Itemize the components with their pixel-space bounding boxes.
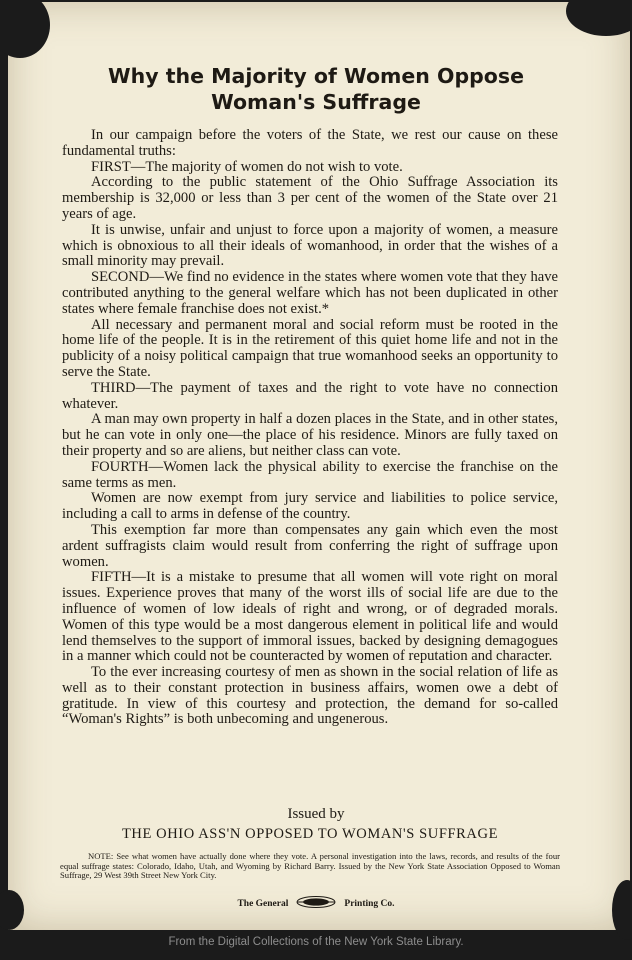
union-label-logo-icon xyxy=(296,896,336,911)
paragraph-intro: In our campaign before the voters of the State, we rest our cause on these fundamental truths: xyxy=(62,127,558,159)
printer-name-left: The General xyxy=(237,898,289,909)
paragraph: To the ever increasing courtesy of men as shown in the social relation of life as well as to their constant protection in business affairs, women owe a debt of gratitude. In view of this courtesy and protection, the demand for so-called “Woman's Rights” is both unbecoming and ungenerous. xyxy=(62,664,558,728)
paragraph: This exemption far more than compensates any gain which even the most ardent suffragists claim would result from conferring the right of suffrage upon women. xyxy=(62,521,558,570)
body-text xyxy=(62,128,558,728)
paragraph: All necessary and permanent moral and social reform must be rooted in the home life of the people. It is in the retirement of this quiet home life and not in the publicity of a noisy political campaign that true womanhood seeks an opportunity to serve the State. xyxy=(62,316,558,380)
printer-imprint xyxy=(0,896,632,911)
title-line-1: Why the Majority of Women Oppose xyxy=(108,64,524,88)
paragraph: A man may own property in half a dozen places in the State, and in other states, but he can vote in only one—the place of his residence. Minors are fully taxed on their property and so are aliens, but neither class can vote. xyxy=(62,411,558,459)
paragraph: Women are now exempt from jury service and liabilities to police service, including a call to arms in defense of the country. xyxy=(62,490,558,523)
issued-by-label: Issued by xyxy=(287,806,345,822)
title-line-2: Woman's Suffrage xyxy=(211,90,421,114)
paragraph-fifth: FIFTH—It is a mistake to presume that all women will vote right on moral issues. Experience proves that many of the worst ills of social life are due to the influence of women of low ideals of right and wrong, or of degraded morals. Women of this type would be a most dangerous element in political life and would lend themselves to the support of immoral issues, backed by designing demagogues in a manner which could not be counteracted by women of reputation and character. xyxy=(62,569,558,665)
library-credit: From the Digital Collections of the New York State Library. xyxy=(168,936,464,948)
paragraph-first: FIRST—The majority of women do not wish to vote. xyxy=(91,158,403,175)
paragraph: It is unwise, unfair and unjust to force upon a majority of women, a measure which is obnoxious to all their ideals of womanhood, in order that the wishes of a small minority may prevail. xyxy=(62,221,558,270)
organization-name: THE OHIO ASS'N OPPOSED TO WOMAN'S SUFFRAGE xyxy=(121,826,499,842)
paragraph-second: SECOND—We find no evidence in the states where women vote that they have contributed anything to the general welfare which has not been duplicated in other states where female franchise does not exist.* xyxy=(62,269,558,317)
printer-name-right: Printing Co. xyxy=(344,898,395,909)
paragraph-fourth: FOURTH—Women lack the physical ability to exercise the franchise on the same terms as men. xyxy=(62,458,558,491)
paragraph: According to the public statement of the Ohio Suffrage Association its membership is 32,000 or less than 3 per cent of the women of the State over 21 years of age. xyxy=(62,174,558,222)
footnote: NOTE: See what women have actually done where they vote. A personal investigation into the laws, records, and results of the four equal suffrage states: Colorado, Idaho, Utah, and Wyoming by Richard Barry. Issued by the New York State Association Opposed to Woman Suffrage, 29 West 39th Street New York City. xyxy=(60,851,560,881)
paragraph-third: THIRD—The payment of taxes and the right to vote have no connection whatever. xyxy=(62,379,558,412)
page-title xyxy=(0,63,632,115)
